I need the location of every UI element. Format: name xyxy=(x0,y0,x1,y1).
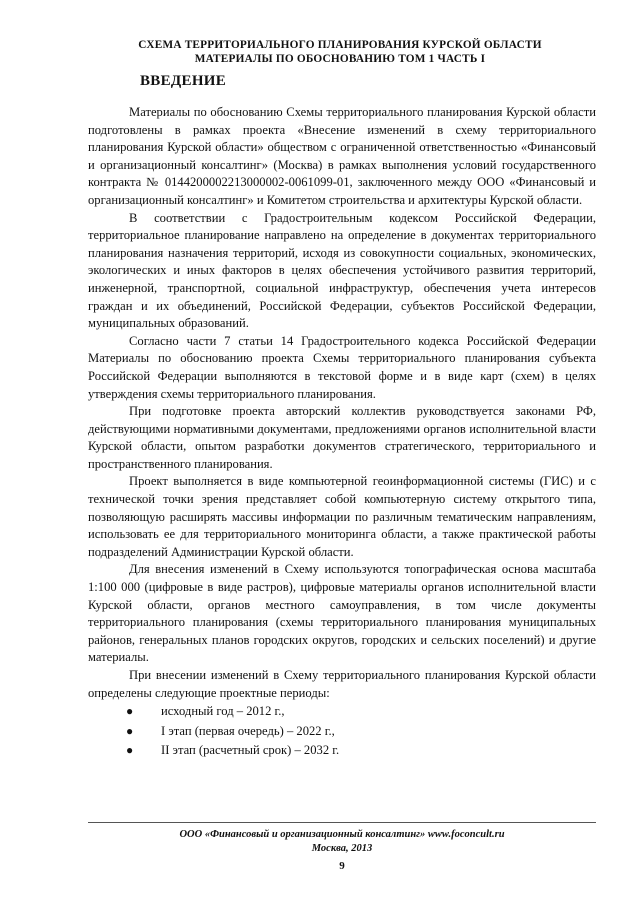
period-text: II этап (расчетный срок) – 2032 г. xyxy=(161,743,340,758)
paragraph: Для внесения изменений в Схему используются топографическая основа масштаба 1:100 000 (цифровые в виде растров), цифровые материалы органов исполнительной власти Курской области, органов местного самоуправления, в том числе документы территориального планирования (схемы территориального планирования муниципальных районов, генеральных планов городских округов, городских и сельских поселений) и другие материалы. xyxy=(88,562,596,665)
section-title: ВВЕДЕНИЕ xyxy=(140,73,227,89)
paragraph: При подготовке проекта авторский коллектив руководствуется законами РФ, действующими нормативными документами, предложениями органов исполнительной власти Курской области, опытом разработки документов стратегического, территориального и пространственного планирования. xyxy=(88,404,596,471)
periods-list xyxy=(88,702,596,761)
header-title: СХЕМА ТЕРРИТОРИАЛЬНОГО ПЛАНИРОВАНИЯ КУРСКОЙ ОБЛАСТИ xyxy=(138,39,542,51)
list-item xyxy=(88,722,596,742)
paragraph: Проект выполняется в виде компьютерной геоинформационной системы (ГИС) и с технической точки зрения представляет собой компьютерную систему открытого типа, позволяющую расширять массивы информации по различным тематическим направлениям, использовать ее для территориального мониторинга области, а также практической работы подразделений Администрации Курской области. xyxy=(88,474,596,559)
paragraph: В соответствии с Градостроительным кодексом Российской Федерации, территориальное планирование направлено на определение в документах территориального планирования назначения территорий, исходя из совокупности социальных, экономических, экологических и иных факторов в целях обеспечения устойчивого развития территорий, инженерной, транспортной, социальной инфраструктур, обеспечения учета интересов граждан и их объединений, Российской Федерации, субъектов Российской Федерации, муниципальных образований. xyxy=(88,210,596,331)
running-header xyxy=(90,38,590,66)
running-footer xyxy=(88,828,596,856)
bullet-icon: ● xyxy=(126,704,134,719)
period-text: исходный год – 2012 г., xyxy=(161,704,285,719)
paragraph: Согласно части 7 статьи 14 Градостроительного кодекса Российской Федерации Материалы по обоснованию проекта Схемы территориального планирования субъекта Российской Федерации выполняются в текстовой форме и в виде карт (схем) в целях утверждения схемы территориального планирования. xyxy=(88,333,596,401)
footer-place-year: Москва, 2013 xyxy=(311,843,373,854)
paragraph: При внесении изменений в Схему территориального планирования Курской области определены следующие проектные периоды: xyxy=(88,668,596,700)
footer-divider xyxy=(88,822,596,823)
list-item xyxy=(88,702,596,722)
page-number: 9 xyxy=(339,860,345,872)
bullet-icon: ● xyxy=(126,743,134,758)
header-subtitle: МАТЕРИАЛЫ ПО ОБОСНОВАНИЮ ТОМ 1 ЧАСТЬ I xyxy=(194,53,486,65)
document-body xyxy=(88,104,596,761)
paragraph: Материалы по обоснованию Схемы территориального планирования Курской области подготовлены в рамках проекта «Внесение изменений в схему территориального планирования Курской области» обществом с ограниченной ответственностью «Финансовый и организационный консалтинг» (Москва) в рамках выполнения условий государственного контракта № 0144200002213000002-0061099-01, заключенного между ООО «Финансовый и организационный консалтинг» и Комитетом строительства и архитектуры Курской области. xyxy=(88,105,596,207)
list-item xyxy=(88,741,596,761)
footer-company: ООО «Финансовый и организационный консалтинг» www.foconcult.ru xyxy=(179,829,505,840)
bullet-icon: ● xyxy=(126,723,134,738)
period-text: I этап (первая очередь) – 2022 г., xyxy=(161,723,335,738)
